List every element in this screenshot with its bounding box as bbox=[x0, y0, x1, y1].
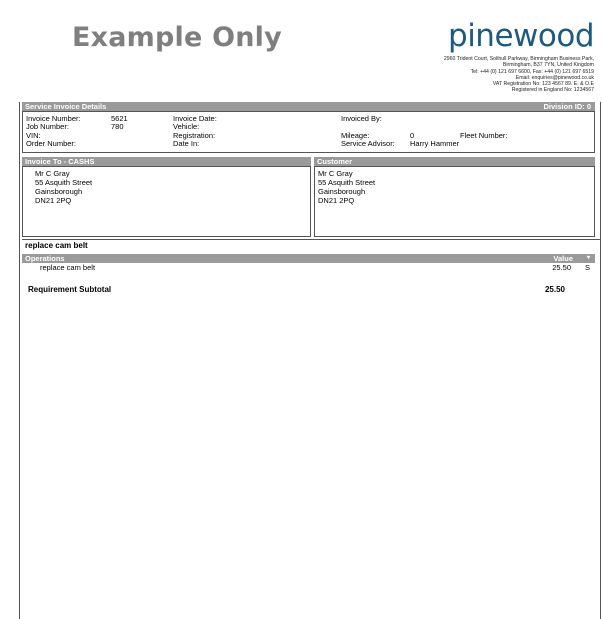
registration-label: Registration: bbox=[173, 130, 216, 140]
operations-label: Operations bbox=[25, 254, 65, 263]
operations-header bbox=[22, 254, 595, 263]
invoice-number-label: Invoice Number: bbox=[26, 114, 81, 123]
address-line: Birmingham, B37 7YN, United Kingdom bbox=[502, 62, 594, 69]
order-number-label: Order Number: bbox=[26, 139, 77, 148]
operation-code: S bbox=[584, 263, 590, 272]
operation-row bbox=[22, 264, 595, 274]
customer-line: DN21 2PQ bbox=[318, 196, 355, 205]
section-title: Service Invoice Details bbox=[25, 102, 107, 111]
customer-header: Customer bbox=[314, 157, 595, 166]
invoice-to-line: Mr C Gray bbox=[35, 169, 70, 178]
subtotal-label: Requirement Subtotal bbox=[28, 285, 112, 294]
invoice-details-box bbox=[22, 111, 595, 153]
invoice-number-value: 5621 bbox=[111, 114, 128, 123]
address-line: Email: enquiries@pinewood.co.uk bbox=[515, 74, 594, 81]
service-advisor-value: Harry Hammer bbox=[410, 139, 460, 148]
job-number-value: 780 bbox=[111, 122, 124, 131]
invoice-date-label: Invoice Date: bbox=[173, 114, 217, 123]
mileage-value: 0 bbox=[410, 130, 415, 140]
invoice-to-line: 55 Asquith Street bbox=[35, 178, 93, 187]
date-in-label: Date In: bbox=[173, 139, 200, 148]
example-only-watermark: Example Only bbox=[72, 22, 282, 53]
invoice-to-box bbox=[22, 166, 311, 237]
vin-label: VIN: bbox=[26, 130, 41, 140]
customer-line: Mr C Gray bbox=[318, 169, 353, 178]
company-address bbox=[334, 56, 594, 94]
chevron-down-icon: ▾ bbox=[586, 255, 590, 261]
requirement-title: replace cam belt bbox=[25, 241, 88, 250]
requirement-subtotal-row bbox=[22, 286, 595, 296]
address-line: Registered in England No: 1234567 bbox=[511, 87, 594, 94]
address-line: VAT Registration No: 123 4567 89. E. & O.E bbox=[492, 81, 594, 88]
invoiced-by-label: Invoiced By: bbox=[341, 114, 382, 123]
address-line: 2960 Trident Court, Solihull Parkway, Birmingham Business Park, bbox=[443, 56, 594, 62]
subtotal-value: 25.50 bbox=[544, 285, 565, 294]
service-invoice-details-header bbox=[22, 102, 595, 111]
customer-line: 55 Asquith Street bbox=[318, 178, 376, 187]
mileage-label: Mileage: bbox=[341, 130, 370, 140]
customer-box bbox=[314, 166, 595, 237]
requirement-divider bbox=[22, 239, 600, 240]
job-number-label: Job Number: bbox=[26, 122, 69, 131]
operation-value: 25.50 bbox=[552, 263, 571, 272]
customer-line: Gainsborough bbox=[318, 187, 366, 196]
service-advisor-label: Service Advisor: bbox=[341, 139, 395, 148]
invoice-to-line: DN21 2PQ bbox=[35, 196, 72, 205]
address-line: Tel: +44 (0) 121 697 6600, Fax: +44 (0) 121 697 6519 bbox=[470, 68, 594, 75]
operation-description: replace cam belt bbox=[40, 263, 96, 272]
division-id: Division ID: 0 bbox=[543, 102, 591, 111]
value-column-header: Value bbox=[553, 254, 573, 263]
fleet-number-label: Fleet Number: bbox=[460, 130, 508, 140]
vehicle-label: Vehicle: bbox=[173, 122, 200, 131]
pinewood-logo: pinewood bbox=[448, 18, 594, 54]
invoice-to-header: Invoice To - CASHS bbox=[22, 157, 311, 166]
invoice-to-line: Gainsborough bbox=[35, 187, 83, 196]
